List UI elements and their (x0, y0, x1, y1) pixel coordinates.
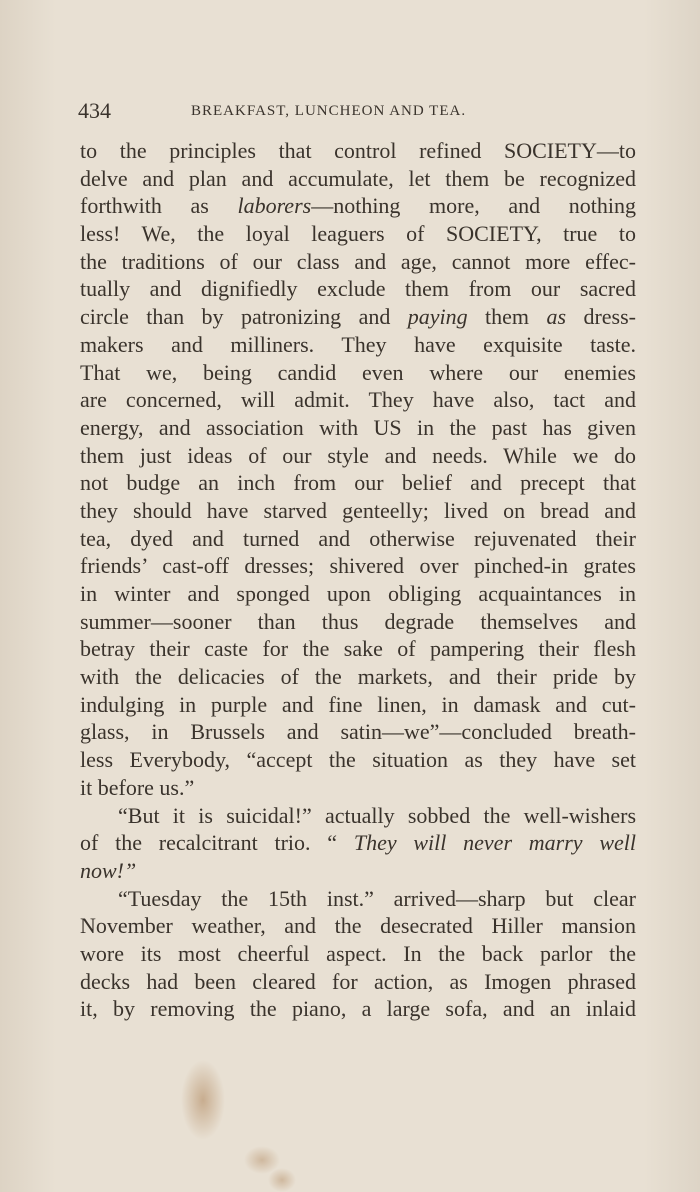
italic-text: as (546, 304, 567, 330)
text-line (80, 414, 636, 442)
text-line-content (80, 469, 636, 497)
text-line-content (80, 525, 636, 553)
text-segment: “But it is suicidal!” actually sobbed the well-wishers (118, 802, 636, 828)
text-segment: less Everybody, “accept the situation as they have set (80, 747, 636, 773)
text-line (80, 220, 636, 248)
text-line-content (118, 885, 636, 913)
text-segment: November weather, and the desecrated Hiller mansion (80, 913, 636, 939)
text-line (80, 165, 636, 193)
text-segment: to the principles that control refined SOCIETY—to (80, 138, 636, 163)
text-line (80, 525, 636, 553)
text-segment: are concerned, will admit. They have also, tact and (80, 387, 636, 413)
italic-text: laborers (237, 193, 312, 219)
text-segment: tea, dyed and turned and otherwise rejuvenated their (80, 525, 636, 551)
text-line (80, 331, 636, 359)
page-number: 434 (78, 98, 111, 123)
text-line (80, 497, 636, 525)
text-segment: less! We, the loyal leaguers of SOCIETY, true to (80, 221, 636, 247)
text-line-content (80, 137, 636, 165)
text-line-content (80, 192, 636, 220)
text-line (80, 275, 636, 303)
text-line-content (80, 414, 636, 442)
text-line (80, 746, 636, 774)
text-segment: circle than by patronizing and (80, 304, 408, 330)
text-segment: it, by removing the piano, a large sofa, and an inlaid (80, 996, 636, 1022)
text-line-content (80, 968, 636, 996)
body-text (80, 137, 636, 1023)
text-segment: summer—sooner than thus degrade themselves and (80, 608, 636, 634)
text-line-content (80, 857, 636, 885)
text-line (80, 442, 636, 470)
text-line-content (80, 552, 636, 580)
text-line-content (80, 635, 636, 663)
text-line-content (80, 220, 636, 248)
text-line-content (80, 940, 636, 968)
text-line (80, 912, 636, 940)
text-segment: of the recalcitrant trio. “ (80, 830, 354, 856)
italic-text: They will never marry well (353, 830, 636, 856)
text-line-content (80, 248, 636, 276)
text-segment: —nothing more, and nothing (311, 193, 636, 219)
text-segment: with the delicacies of the markets, and their pride by (80, 664, 636, 690)
text-segment: glass, in Brussels and satin—we”—concluded breath- (80, 719, 636, 745)
text-line-content (80, 912, 636, 940)
text-segment: energy, and association with US in the past has given (80, 414, 636, 440)
text-line-content (80, 663, 636, 691)
text-line (80, 829, 636, 857)
text-segment: in winter and sponged upon obliging acquaintances in (80, 581, 636, 606)
text-line (80, 359, 636, 387)
text-line (80, 386, 636, 414)
text-line (80, 802, 636, 830)
text-line (80, 885, 636, 913)
text-line (80, 968, 636, 996)
text-line-content (80, 165, 636, 193)
text-line-content (80, 386, 636, 414)
text-line (80, 635, 636, 663)
text-line-content (80, 359, 636, 387)
text-line (80, 995, 636, 1023)
text-segment: the traditions of our class and age, cannot more effec- (80, 248, 636, 274)
italic-text: paying (407, 304, 468, 330)
text-segment: it before us.” (80, 774, 195, 800)
text-line (80, 940, 636, 968)
text-line-content (80, 442, 636, 470)
running-title: BREAKFAST, LUNCHEON AND TEA. (191, 103, 467, 119)
text-line (80, 580, 636, 608)
text-line-content (80, 303, 636, 331)
text-line-content (80, 995, 636, 1023)
text-segment: they should have starved genteelly; lived on bread and (80, 497, 636, 523)
text-line-content (80, 718, 636, 746)
text-segment: them (467, 304, 547, 330)
text-line (80, 137, 636, 165)
text-line-content (80, 774, 636, 802)
text-segment: forthwith as (80, 193, 238, 219)
text-segment: dress- (566, 304, 636, 330)
text-line (80, 469, 636, 497)
text-line (80, 774, 636, 802)
text-line (80, 192, 636, 220)
text-line (80, 691, 636, 719)
text-line (80, 303, 636, 331)
text-segment: wore its most cheerful aspect. In the back parlor the (80, 940, 636, 966)
text-line (80, 608, 636, 636)
text-line-content (80, 746, 636, 774)
text-segment: not budge an inch from our belief and precept that (80, 470, 636, 496)
text-line (80, 663, 636, 691)
page-header (78, 98, 638, 128)
text-segment: decks had been cleared for action, as Imogen phrased (80, 968, 636, 994)
text-segment: betray their caste for the sake of pampering their flesh (80, 636, 636, 662)
text-line-content (80, 497, 636, 525)
text-segment: tually and dignifiedly exclude them from our sacred (80, 276, 636, 302)
text-line-content (80, 829, 636, 857)
text-line-content (80, 275, 636, 303)
text-segment: That we, being candid even where our enemies (80, 359, 636, 385)
text-line-content (80, 691, 636, 719)
text-segment: them just ideas of our style and needs. While we do (80, 442, 636, 468)
text-line-content (80, 608, 636, 636)
text-segment: “Tuesday the 15th inst.” arrived—sharp but clear (118, 885, 636, 911)
text-segment: delve and plan and accumulate, let them be recognized (80, 165, 636, 191)
text-segment: indulging in purple and fine linen, in damask and cut- (80, 691, 636, 717)
text-line (80, 857, 636, 885)
text-line (80, 718, 636, 746)
text-line-content (80, 331, 636, 359)
text-line-content (80, 580, 636, 608)
text-line (80, 248, 636, 276)
text-line-content (118, 802, 636, 830)
italic-text: now!” (80, 857, 137, 883)
text-segment: makers and milliners. They have exquisite taste. (80, 331, 636, 357)
text-line (80, 552, 636, 580)
text-segment: friends’ cast-off dresses; shivered over pinched-in grates (80, 553, 636, 579)
